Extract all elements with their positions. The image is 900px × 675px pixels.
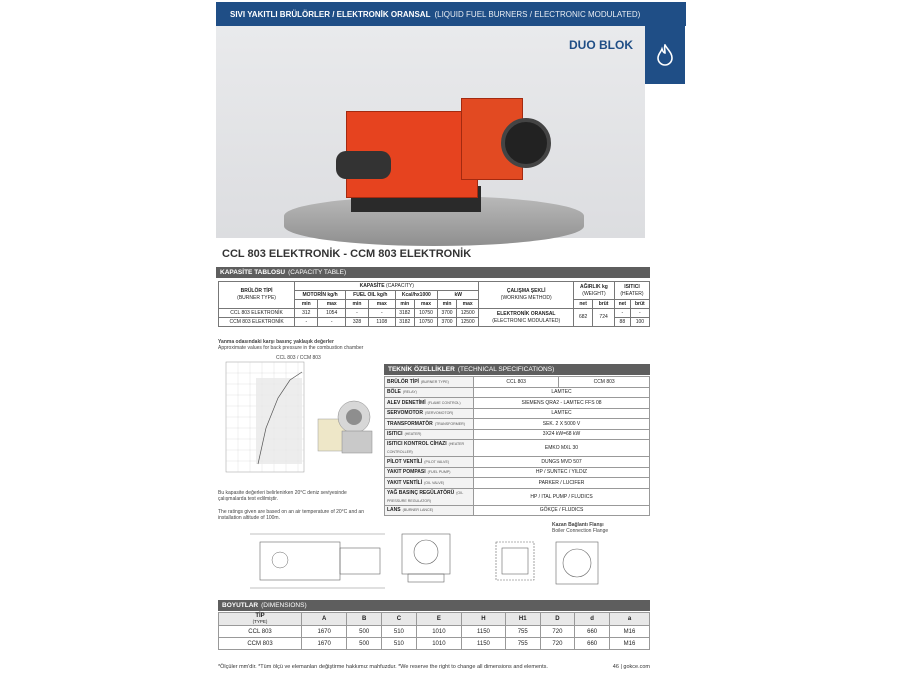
col-weight: AĞIRLIK kg (WEIGHT) <box>573 282 614 300</box>
spec-row <box>385 429 650 440</box>
dimensions-bar <box>218 600 650 611</box>
burner-tube-image <box>501 118 551 168</box>
chart-notes <box>218 339 388 351</box>
col-max: max <box>368 300 395 309</box>
dim-value: 660 <box>575 626 610 638</box>
capacity-bar <box>216 267 650 278</box>
spec-value: CCL 803 <box>474 377 559 388</box>
tech-bar-title: TEKNİK ÖZELLİKLER <box>388 366 455 373</box>
tech-bar-title-en: (TECHNICAL SPECIFICATIONS) <box>457 366 555 373</box>
col-dim: E <box>416 613 461 626</box>
spec-value: LAMTEC <box>474 408 650 419</box>
spec-key: YAKIT POMPASI (FUEL PUMP) <box>385 467 474 478</box>
spec-key: ISITICI KONTROL CİHAZI (HEATER CONTROLLER) <box>385 440 474 457</box>
col-min: min <box>438 300 457 309</box>
spec-key: ALEV DENETİMİ (FLAME CONTROL) <box>385 398 474 409</box>
chart-note-tr: Bu kapasite değerleri belirlenirken 20°C deniz seviyesinde çalışmalarda test edilmiştir. <box>218 490 347 502</box>
spec-value: GÖKÇE / FLUDICS <box>474 505 650 516</box>
spec-row <box>385 408 650 419</box>
dim-type: CCM 803 <box>219 638 302 650</box>
spec-key: YAKIT VENTİLİ (OIL VALVE) <box>385 478 474 489</box>
spec-value: LAMTEC <box>474 387 650 398</box>
chart-note-title: Yanma odasındaki karşı basınç yaklaşık değerler <box>218 339 334 345</box>
page-number: 46 | gokce.com <box>612 664 650 670</box>
capacity-bar-title-en: (CAPACITY TABLE) <box>288 269 347 276</box>
col-max: max <box>456 300 479 309</box>
spec-value: HP / SUNTEC / YILDIZ <box>474 467 650 478</box>
dim-value: 500 <box>347 626 382 638</box>
motor-image <box>336 151 391 179</box>
spec-value: CCM 803 <box>559 377 650 388</box>
weight-brut: 724 <box>593 309 615 327</box>
burner-fan-image <box>316 395 378 457</box>
table-row: CCL 803 ELEKTRONİK 312 1054 - - 3182 10750 3700 12500 ELEKTRONİK ORANSAL (ELECTRONIC MODULATED) 682 724 - - <box>219 309 650 318</box>
col-net: net <box>614 300 630 309</box>
dim-value: 500 <box>347 638 382 650</box>
spec-value: SIEMENS QRA2 - LAMTEC FFS 08 <box>474 398 650 409</box>
footer-note: *Ölçüler mm'dir. *Tüm ölçü ve elemanları değiştirme hakkımız mahfuzdur. *We reserve the right to change all dimensions and elements. <box>218 664 548 670</box>
dim-value: 720 <box>540 626 575 638</box>
table-row <box>219 626 650 638</box>
dim-value: 1010 <box>416 638 461 650</box>
col-brut: brüt <box>593 300 615 309</box>
spec-row <box>385 505 650 516</box>
dimensions-table <box>218 612 650 650</box>
capacity-table <box>218 281 650 327</box>
spec-key: BRÜLÖR TİPİ (BURNER TYPE) <box>385 377 474 388</box>
header-title-en: (LIQUID FUEL BURNERS / ELECTRONIC MODULATED) <box>434 9 641 19</box>
chart-note-en: The ratings given are based on an air temperature of 20°C and an installation altitude of 100m. <box>218 509 364 521</box>
spec-row <box>385 419 650 430</box>
dim-value: 1150 <box>462 626 506 638</box>
col-kw: kW <box>438 291 479 300</box>
chart-note-title-en: Approximate values for back pressure in the combustion chamber <box>218 345 364 351</box>
dim-value: 510 <box>382 638 417 650</box>
spec-value: HP / ITAL PUMP / FLUDICS <box>474 488 650 505</box>
col-dim: B <box>347 613 382 626</box>
col-dim: H <box>462 613 506 626</box>
spec-key: BÖLE (RELAY) <box>385 387 474 398</box>
col-dim: d <box>575 613 610 626</box>
model-title: CCL 803 ELEKTRONİK - CCM 803 ELEKTRONİK <box>222 248 472 260</box>
spec-key: LANS (BURNER LANCE) <box>385 505 474 516</box>
flange-title: Kazan Bağlantı Flanşı Boiler Connection Flange <box>552 522 609 534</box>
col-motorin: MOTORİN kg/h <box>295 291 346 300</box>
spec-value: DUNGS MVD 507 <box>474 457 650 468</box>
spec-key: YAĞ BASINÇ REGÜLATÖRÜ (OIL PRESSURE REGULATOR) <box>385 488 474 505</box>
tech-bar <box>384 364 650 375</box>
tech-table <box>384 376 650 516</box>
col-brut: brüt <box>630 300 649 309</box>
col-min: min <box>395 300 414 309</box>
brand-logo <box>645 26 685 84</box>
col-fuel-oil: FUEL OIL kg/h <box>346 291 396 300</box>
dim-value: 755 <box>505 626 540 638</box>
col-burner-type: BRÜLÖR TİPİ (BURNER TYPE) <box>219 282 295 309</box>
back-pressure-chart <box>218 358 308 478</box>
col-kcal: Kcal/hx1000 <box>395 291 438 300</box>
dimensions-bar-title-en: (DIMENSIONS) <box>261 602 307 609</box>
dim-value: 1150 <box>462 638 506 650</box>
col-min: min <box>295 300 318 309</box>
dim-value: 1670 <box>302 638 347 650</box>
dim-value: 510 <box>382 626 417 638</box>
dim-type: CCL 803 <box>219 626 302 638</box>
col-net: net <box>573 300 592 309</box>
weight-net: 682 <box>573 309 592 327</box>
table-row: CCM 803 ELEKTRONİK - - 328 1108 3182 10750 3700 12500 88 100 <box>219 318 650 327</box>
dim-value: M16 <box>610 638 650 650</box>
spec-row <box>385 488 650 505</box>
spec-row <box>385 387 650 398</box>
col-dim: D <box>540 613 575 626</box>
col-max: max <box>318 300 346 309</box>
dim-value: 720 <box>540 638 575 650</box>
method-value: ELEKTRONİK ORANSAL (ELECTRONIC MODULATED) <box>479 309 574 327</box>
flange-round-drawing <box>552 538 602 588</box>
col-dim: a <box>610 613 650 626</box>
col-dim: H1 <box>505 613 540 626</box>
dim-value: 660 <box>575 638 610 650</box>
footer <box>218 664 650 670</box>
spec-key: TRANSFORMATÖR (TRANSFORMER) <box>385 419 474 430</box>
front-view-drawing <box>396 528 456 588</box>
spec-row <box>385 440 650 457</box>
spec-value: EMKO MXL 30 <box>474 440 650 457</box>
series-label: DUO BLOK <box>569 38 633 52</box>
spec-row <box>385 467 650 478</box>
spec-value: SEK. 2 X 5000 V <box>474 419 650 430</box>
dimensions-bar-title: BOYUTLAR <box>222 602 259 609</box>
side-view-drawing <box>240 528 390 598</box>
header-bar <box>216 2 686 26</box>
spec-value: PARKER / LUCIFER <box>474 478 650 489</box>
dim-value: M16 <box>610 626 650 638</box>
col-method: ÇALIŞMA ŞEKLİ (WORKING METHOD) <box>479 282 574 309</box>
spec-row <box>385 457 650 468</box>
spec-key: ISITICI (HEATER) <box>385 429 474 440</box>
dim-value: 755 <box>505 638 540 650</box>
spec-row <box>385 478 650 489</box>
capacity-bar-title: KAPASİTE TABLOSU <box>220 269 286 276</box>
flame-icon <box>656 44 674 66</box>
dim-value: 1010 <box>416 626 461 638</box>
catalog-page <box>216 0 686 675</box>
spec-key: SERVOMOTOR (SERVOMOTOR) <box>385 408 474 419</box>
spec-row <box>385 377 650 388</box>
col-dim: C <box>382 613 417 626</box>
col-type: TİP (TYPE) <box>219 613 302 626</box>
dim-value: 1670 <box>302 626 347 638</box>
chart-caption: CCL 803 / CCM 803 <box>276 355 321 361</box>
product-photo <box>216 26 645 238</box>
spec-value: 3X24 kW=68 kW <box>474 429 650 440</box>
spec-row <box>385 398 650 409</box>
col-dim: A <box>302 613 347 626</box>
flange-square-drawing <box>492 538 538 584</box>
col-heater: ISITICI (HEATER) <box>614 282 649 300</box>
col-min: min <box>346 300 369 309</box>
table-row <box>219 638 650 650</box>
col-max: max <box>414 300 437 309</box>
header-title: SIVI YAKITLI BRÜLÖRLER / ELEKTRONİK ORANSAL <box>230 9 431 19</box>
spec-key: PİLOT VENTİLİ (PILOT VALVE) <box>385 457 474 468</box>
col-capacity: KAPASİTE (CAPACITY) <box>295 282 479 291</box>
